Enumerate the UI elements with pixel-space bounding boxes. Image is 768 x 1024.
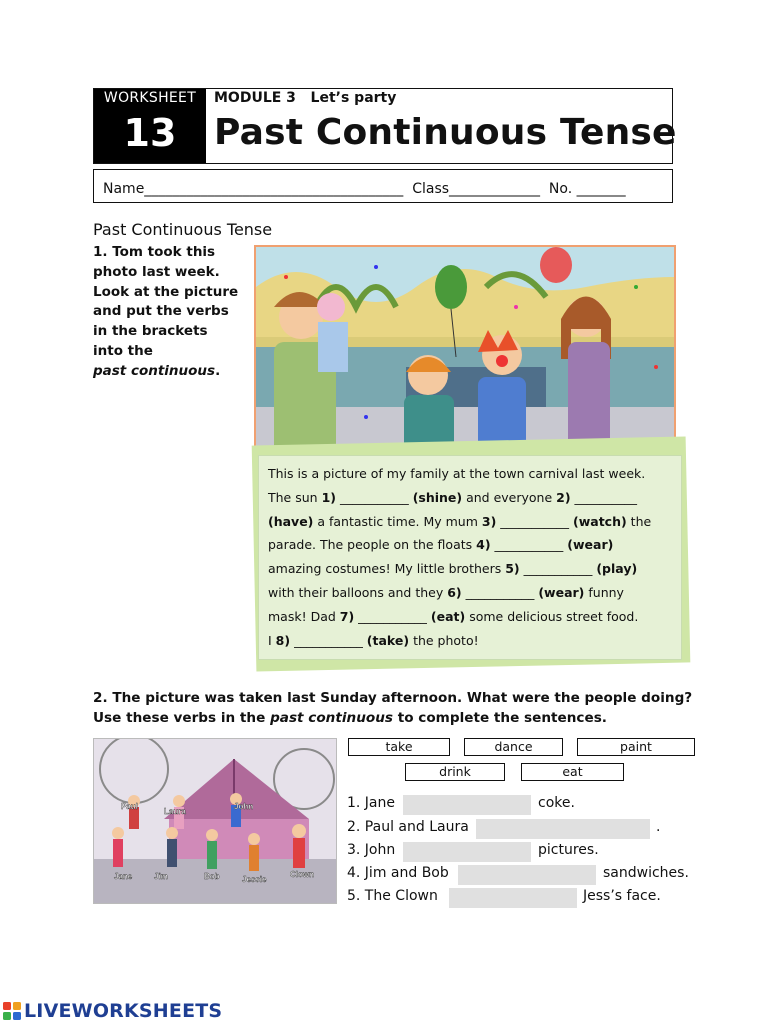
carnival-photo xyxy=(254,245,676,457)
sentence-1-start: 1. Jane xyxy=(347,795,396,811)
bold-segment: (wear) xyxy=(567,537,614,553)
exercise-1-instructions xyxy=(93,243,243,382)
bold-segment: (eat) xyxy=(430,608,466,624)
text-segment: ___________ xyxy=(354,608,431,624)
answer-blank-5[interactable] xyxy=(449,888,577,908)
instruction-line: into the xyxy=(93,342,153,359)
text-segment: the photo! xyxy=(409,632,479,648)
sentence-1-end: coke. xyxy=(538,795,575,811)
text-segment: ___________ xyxy=(335,489,413,505)
name-class-number-text: Name_____________________________________ Class_____________ No. _______ xyxy=(103,181,626,197)
label-john: John xyxy=(234,802,254,811)
instruction-line: 2. The picture was taken last Sunday afternoon. What were the people doing? xyxy=(93,690,693,706)
text-segment: some delicious street food. xyxy=(465,608,639,624)
page-title: Past Continuous Tense xyxy=(214,112,677,153)
text-line xyxy=(268,462,668,486)
sentence-5-end: Jess’s face. xyxy=(583,888,661,904)
label-bob: Bob xyxy=(204,872,220,881)
bold-segment: 3) xyxy=(481,513,497,529)
text-line xyxy=(268,557,668,581)
worksheet-header xyxy=(93,88,677,164)
text-segment: This is a picture of my family at the town carnival last week. xyxy=(268,466,646,481)
text-segment: ___________ xyxy=(490,537,568,553)
text-segment: ___________ xyxy=(461,584,539,600)
instruction-post: to complete the sentences. xyxy=(392,710,607,726)
answer-blank-2[interactable] xyxy=(476,819,650,839)
sentence-4-end: sandwiches. xyxy=(603,865,689,881)
logo-text: LIVEWORKSHEETS xyxy=(24,1000,223,1022)
instruction-line: photo last week. xyxy=(93,263,220,280)
bold-segment: (play) xyxy=(596,561,638,577)
sentence-3-start: 3. John xyxy=(347,842,396,858)
name-class-number-bar xyxy=(93,169,673,203)
text-segment: and everyone xyxy=(462,489,557,505)
text-segment: with their balloons and they xyxy=(268,584,448,600)
sentence-4-start: 4. Jim and Bob xyxy=(347,865,449,881)
bold-segment: (watch) xyxy=(573,513,627,529)
text-segment: ___________ xyxy=(519,561,597,577)
label-jane: Jane xyxy=(114,872,133,881)
instruction-line: and put the verbs xyxy=(93,303,229,320)
verb-box-dance[interactable]: dance xyxy=(464,738,563,756)
worksheet-number: 13 xyxy=(123,111,177,155)
text-segment: amazing costumes! My little brothers xyxy=(268,561,506,577)
text-line xyxy=(268,605,668,629)
instruction-line: Look at the picture xyxy=(93,283,239,300)
instruction-italic: past continuous xyxy=(93,362,216,379)
verb-box-drink[interactable]: drink xyxy=(405,763,505,781)
fair-photo xyxy=(93,738,337,904)
sentence-5-start: 5. The Clown xyxy=(347,888,438,904)
fair-illustration xyxy=(94,739,336,903)
bold-segment: (have) xyxy=(268,513,314,529)
sentence-3-end: pictures. xyxy=(538,842,599,858)
instruction-end: . xyxy=(215,362,221,379)
bold-segment: 8) xyxy=(275,632,291,648)
exercise-2-instructions xyxy=(93,688,713,728)
verb-box-take[interactable]: take xyxy=(348,738,450,756)
text-segment: the xyxy=(626,513,652,529)
label-laura: Laura xyxy=(164,807,186,816)
bold-segment: 2) xyxy=(556,489,571,505)
instruction-pre: Use these verbs in the xyxy=(93,710,271,726)
text-line xyxy=(268,510,668,534)
module-label: MODULE 3 Let’s party xyxy=(214,90,397,106)
verb-box-eat[interactable]: eat xyxy=(521,763,624,781)
sentence-2-start: 2. Paul and Laura xyxy=(347,819,469,835)
worksheet-label: WORKSHEET xyxy=(103,90,197,106)
fill-in-text xyxy=(268,462,668,652)
logo-icon xyxy=(2,1001,22,1021)
bold-segment: (shine) xyxy=(412,489,463,505)
sentence-2-end: . xyxy=(656,819,661,835)
instruction-line: in the brackets xyxy=(93,323,208,340)
label-clown: Clown xyxy=(290,870,314,879)
instruction-line xyxy=(93,708,713,728)
text-segment: ___________ xyxy=(290,632,367,648)
bold-segment: 4) xyxy=(476,537,491,553)
text-segment: mask! Dad xyxy=(268,608,340,624)
instruction-italic: past continuous xyxy=(270,710,393,726)
bold-segment: (wear) xyxy=(538,584,585,600)
label-jim: Jim xyxy=(154,872,168,881)
bold-segment: 6) xyxy=(447,584,462,600)
text-line xyxy=(268,581,668,605)
bold-segment: 1) xyxy=(321,489,336,505)
text-segment: I xyxy=(268,632,276,648)
bold-segment: 5) xyxy=(505,561,520,577)
verb-box-paint[interactable]: paint xyxy=(577,738,695,756)
text-segment: funny xyxy=(584,584,624,600)
text-segment: __________ xyxy=(570,489,638,505)
instruction-line-italic xyxy=(93,362,243,382)
bold-segment: 7) xyxy=(339,608,355,624)
label-paul: Paul xyxy=(121,802,138,811)
instruction-line: 1. Tom took this xyxy=(93,244,216,260)
text-segment: The sun xyxy=(268,489,322,505)
answer-blank-3[interactable] xyxy=(403,842,531,862)
worksheet-number-block xyxy=(94,89,206,163)
carnival-illustration xyxy=(256,247,674,455)
section-title: Past Continuous Tense xyxy=(93,220,273,239)
text-segment: a fantastic time. My mum xyxy=(313,513,482,529)
text-line xyxy=(268,533,668,557)
answer-blank-4[interactable] xyxy=(458,865,596,885)
label-jessie: Jessie xyxy=(242,875,267,884)
answer-blank-1[interactable] xyxy=(403,795,531,815)
text-line xyxy=(268,486,668,510)
text-segment: ___________ xyxy=(496,513,573,529)
bold-segment: (take) xyxy=(366,632,410,648)
text-line xyxy=(268,629,668,653)
text-segment: parade. The people on the floats xyxy=(268,537,477,553)
